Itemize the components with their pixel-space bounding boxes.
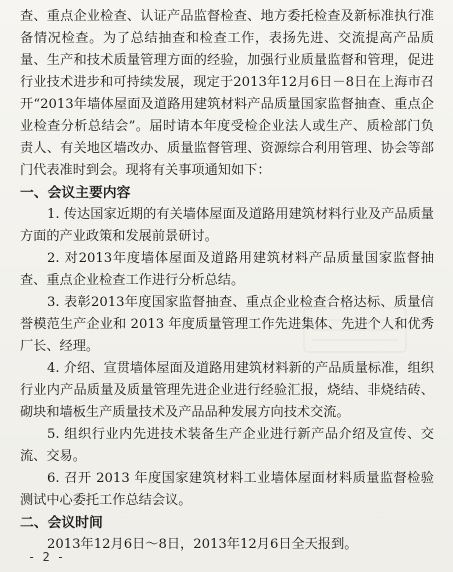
section-heading-meeting-time: 二、会议时间 [20, 515, 103, 531]
list-item: 1. 传达国家近期的有关墙体屋面及道路用建筑材料行业及产品质量方面的产业政策和发展前景研讨。 [20, 207, 434, 244]
list-item: 5. 组织行业内先进技术装备生产企业进行新产品介绍及宣传、交流、交易。 [20, 427, 434, 464]
list-item: 6. 召开 2013 年度国家建筑材料工业墙体屋面材料质量监督检验测试中心委托工作总结会议。 [20, 471, 434, 508]
section-heading-main-content: 一、会议主要内容 [20, 185, 131, 201]
list-item: 4. 介绍、宣贯墙体屋面及道路用建筑材料新的产品质量标准，组织行业内产品质量及质量管理先进企业进行经验汇报，烧结、非烧结砖、砌块和墙板生产质量技术及产品品种发展方向技术交流。 [20, 361, 434, 420]
intro-paragraph: 查、重点企业检查、认证产品监督检查、地方委托检查及新标准执行准备情况检查。为了总结抽查和检查工作，表扬先进、交流提高产品质量、生产和技术质量管理方面的经验，加强行业质量监督和管理，促进行业技术进步和可持续发展，现定于2013年12月6日－8日在上海市召开“2013年墙体屋面及道路用建筑材料产品质量国家监督抽查、重点企业检查分析总结会”。届时请本年度受检企业法人或生产、质检部门负责人、有关地区墙改办、质量监督管理、资源综合利用管理、协会等部门代表准时到会。现将有关事项通知如下： [20, 9, 434, 178]
meeting-time-text: 2013年12月6日～8日，2013年12月6日全天报到。 [47, 537, 358, 552]
list-item: 3. 表彰2013年度国家监督抽查、重点企业检查合格达标、质量信誉模范生产企业和 2013 年度质量管理工作先进集体、先进个人和优秀厂长、经理。 [20, 295, 434, 354]
document-body [20, 6, 434, 556]
page-number: - 2 - [28, 550, 65, 564]
list-item: 2. 对2013年度墙体屋面及道路用建筑材料产品质量国家监督抽查、重点企业检查工作进行分析总结。 [20, 251, 434, 288]
